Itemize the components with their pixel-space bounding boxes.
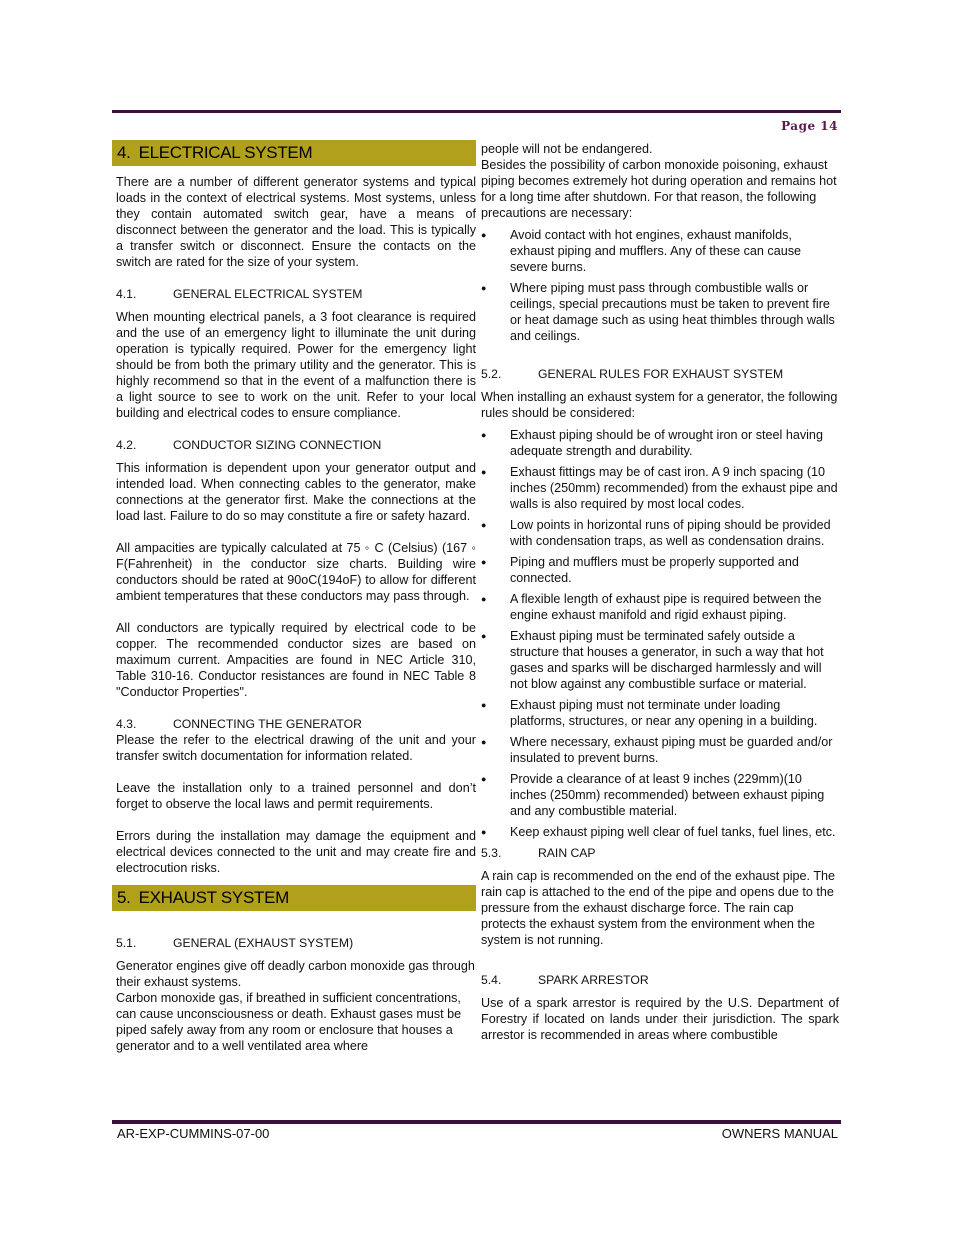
list-item: ● Provide a clearance of at least 9 inches (229mm)(10 inches (250mm) recommended) between exhaust piping and any combustible material. (481, 771, 839, 819)
list-item: ● Exhaust piping must be terminated safely outside a structure that houses a generator, in such a way that hot gases and sparks will be discharged harmlessly and will not blow against any combustible surface or material. (481, 628, 839, 692)
subsection-title: SPARK ARRESTOR (538, 973, 649, 987)
right-column (481, 141, 839, 1043)
section-number: 5. (117, 888, 131, 907)
list-item: ● Avoid contact with hot engines, exhaust manifolds, exhaust piping and mufflers. Any of these can cause severe burns. (481, 227, 839, 275)
subsection-title: GENERAL ELECTRICAL SYSTEM (173, 287, 363, 301)
subsection-number: 5.1. (116, 936, 137, 950)
header-rule (112, 110, 841, 113)
paragraph: This information is dependent upon your generator output and intended load. When connecting cables to the generator, make connections at the generator first. Make the connections at the load last. Failure to do so may constitute a fire or safety hazard. (116, 461, 476, 523)
list-item: ● Exhaust piping should be of wrought iron or steel having adequate strength and durability. (481, 427, 839, 459)
footer-rule (112, 1120, 841, 1124)
list-item: ● Exhaust piping must not terminate under loading platforms, structures, or near any opening in a building. (481, 697, 839, 729)
subsection-heading (116, 437, 476, 453)
section-title: EXHAUST SYSTEM (138, 888, 289, 907)
subsection-title: GENERAL (EXHAUST SYSTEM) (173, 936, 354, 950)
subsection-title: CONDUCTOR SIZING CONNECTION (173, 438, 382, 452)
list-item: ● Exhaust fittings may be of cast iron. A 9 inch spacing (10 inches (250mm) recommended) from the exhaust pipe and walls is also required by most local codes. (481, 464, 839, 512)
subsection-number: 5.2. (481, 367, 502, 381)
paragraph: Carbon monoxide gas, if breathed in sufficient concentrations, can cause unconsciousness or death. Exhaust gases must be piped safely away from any room or enclosure that houses a generator and to a well ventilated area where (116, 991, 462, 1053)
paragraph: Besides the possibility of carbon monoxide poisoning, exhaust piping becomes extremely hot during operation and remains hot for a long time after shutdown. For that reason, the following precautions are necessary: (481, 158, 837, 220)
exhaust-rules-list (481, 427, 839, 840)
list-item: ● Keep exhaust piping well clear of fuel tanks, fuel lines, etc. (481, 824, 839, 840)
paragraph: A rain cap is recommended on the end of the exhaust pipe. The rain cap is attached to the end of the pipe and opens due to the pressure from the exhaust discharge force. The rain cap protects the exhaust system from the environment when the system is not running. (481, 869, 836, 947)
paragraph: When mounting electrical panels, a 3 foot clearance is required and the use of an emergency light to illuminate the unit during operation is typically required. Power for the emergency light should be from both the primary utility and the generator. This is highly recommend so that in the event of a malfunction there is a light source to see to work on the unit. Refer to your local building and electrical codes to ensure compliance. (116, 310, 476, 420)
document-code: AR-EXP-CUMMINS-07-00 (117, 1126, 270, 1141)
paragraph: All ampacities are typically calculated at 75 ◦ C (Celsius) (167 ◦ F(Fahrenheit) in the conductor size charts. Building wire conductors should be rated at 90oC(194oF) to allow for different ambient temperatures that these conductors may pass through. (116, 541, 476, 603)
subsection-number: 4.1. (116, 287, 137, 301)
paragraph: people will not be endangered. (481, 142, 653, 156)
paragraph: When installing an exhaust system for a generator, the following rules should be considered: (481, 390, 838, 420)
subsection-heading (481, 366, 839, 382)
page-number: Page 14 (781, 119, 838, 133)
precautions-list (481, 227, 839, 344)
paragraph: Use of a spark arrestor is required by the U.S. Department of Forestry if located on lands under their jurisdiction. The spark arrestor is recommended in areas where combustible (481, 996, 839, 1042)
list-item: ● Low points in horizontal runs of piping should be provided with condensation traps, as well as condensation drains. (481, 517, 839, 549)
paragraph: Generator engines give off deadly carbon monoxide gas through their exhaust systems. (116, 959, 475, 989)
subsection-heading (116, 935, 476, 951)
subsection-number: 4.2. (116, 438, 137, 452)
section-heading-electrical (112, 140, 476, 166)
paragraph: Errors during the installation may damage the equipment and electrical devices connected to the unit and may create fire and electrocution risks. (116, 829, 476, 875)
subsection-title: CONNECTING THE GENERATOR (173, 717, 362, 731)
section-number: 4. (117, 143, 131, 162)
list-item: ● A flexible length of exhaust pipe is required between the engine exhaust manifold and rigid exhaust piping. (481, 591, 839, 623)
section-heading-exhaust (112, 885, 476, 911)
subsection-heading (481, 972, 839, 988)
subsection-number: 4.3. (116, 717, 137, 731)
left-column (112, 140, 476, 1054)
subsection-title: RAIN CAP (538, 846, 596, 860)
section-title: ELECTRICAL SYSTEM (138, 143, 313, 162)
paragraph: All conductors are typically required by electrical code to be copper. The recommended conductor sizes are based on maximum current. Ampacities are found in NEC Article 310, Table 310-16. Conductor resistances are found in NEC Table 8 "Conductor Properties". (116, 621, 476, 699)
subsection-heading (116, 286, 476, 302)
subsection-title: GENERAL RULES FOR EXHAUST SYSTEM (538, 367, 784, 381)
subsection-number: 5.3. (481, 846, 502, 860)
paragraph: Please the refer to the electrical drawing of the unit and your transfer switch documentation for information related. (116, 733, 476, 763)
list-item: ● Where necessary, exhaust piping must be guarded and/or insulated to prevent burns. (481, 734, 839, 766)
list-item: ● Where piping must pass through combustible walls or ceilings, special precautions must be taken to prevent fire or heat damage such as using heat thimbles through walls and ceilings. (481, 280, 839, 344)
subsection-heading (481, 845, 839, 861)
manual-label: OWNERS MANUAL (721, 1126, 838, 1141)
paragraph: There are a number of different generator systems and typical loads in the context of electrical systems. Most systems, unless they contain automated switch gear, have a means of disconnect between the generator and the load. This is typically a transfer switch or disconnect. Ensure the contacts on the switch are rated for the size of your system. (116, 175, 476, 269)
subsection-number: 5.4. (481, 973, 502, 987)
paragraph: Leave the installation only to a trained personnel and don’t forget to observe the local laws and permit requirements. (116, 781, 476, 811)
list-item: ● Piping and mufflers must be properly supported and connected. (481, 554, 839, 586)
subsection-heading (116, 716, 476, 732)
